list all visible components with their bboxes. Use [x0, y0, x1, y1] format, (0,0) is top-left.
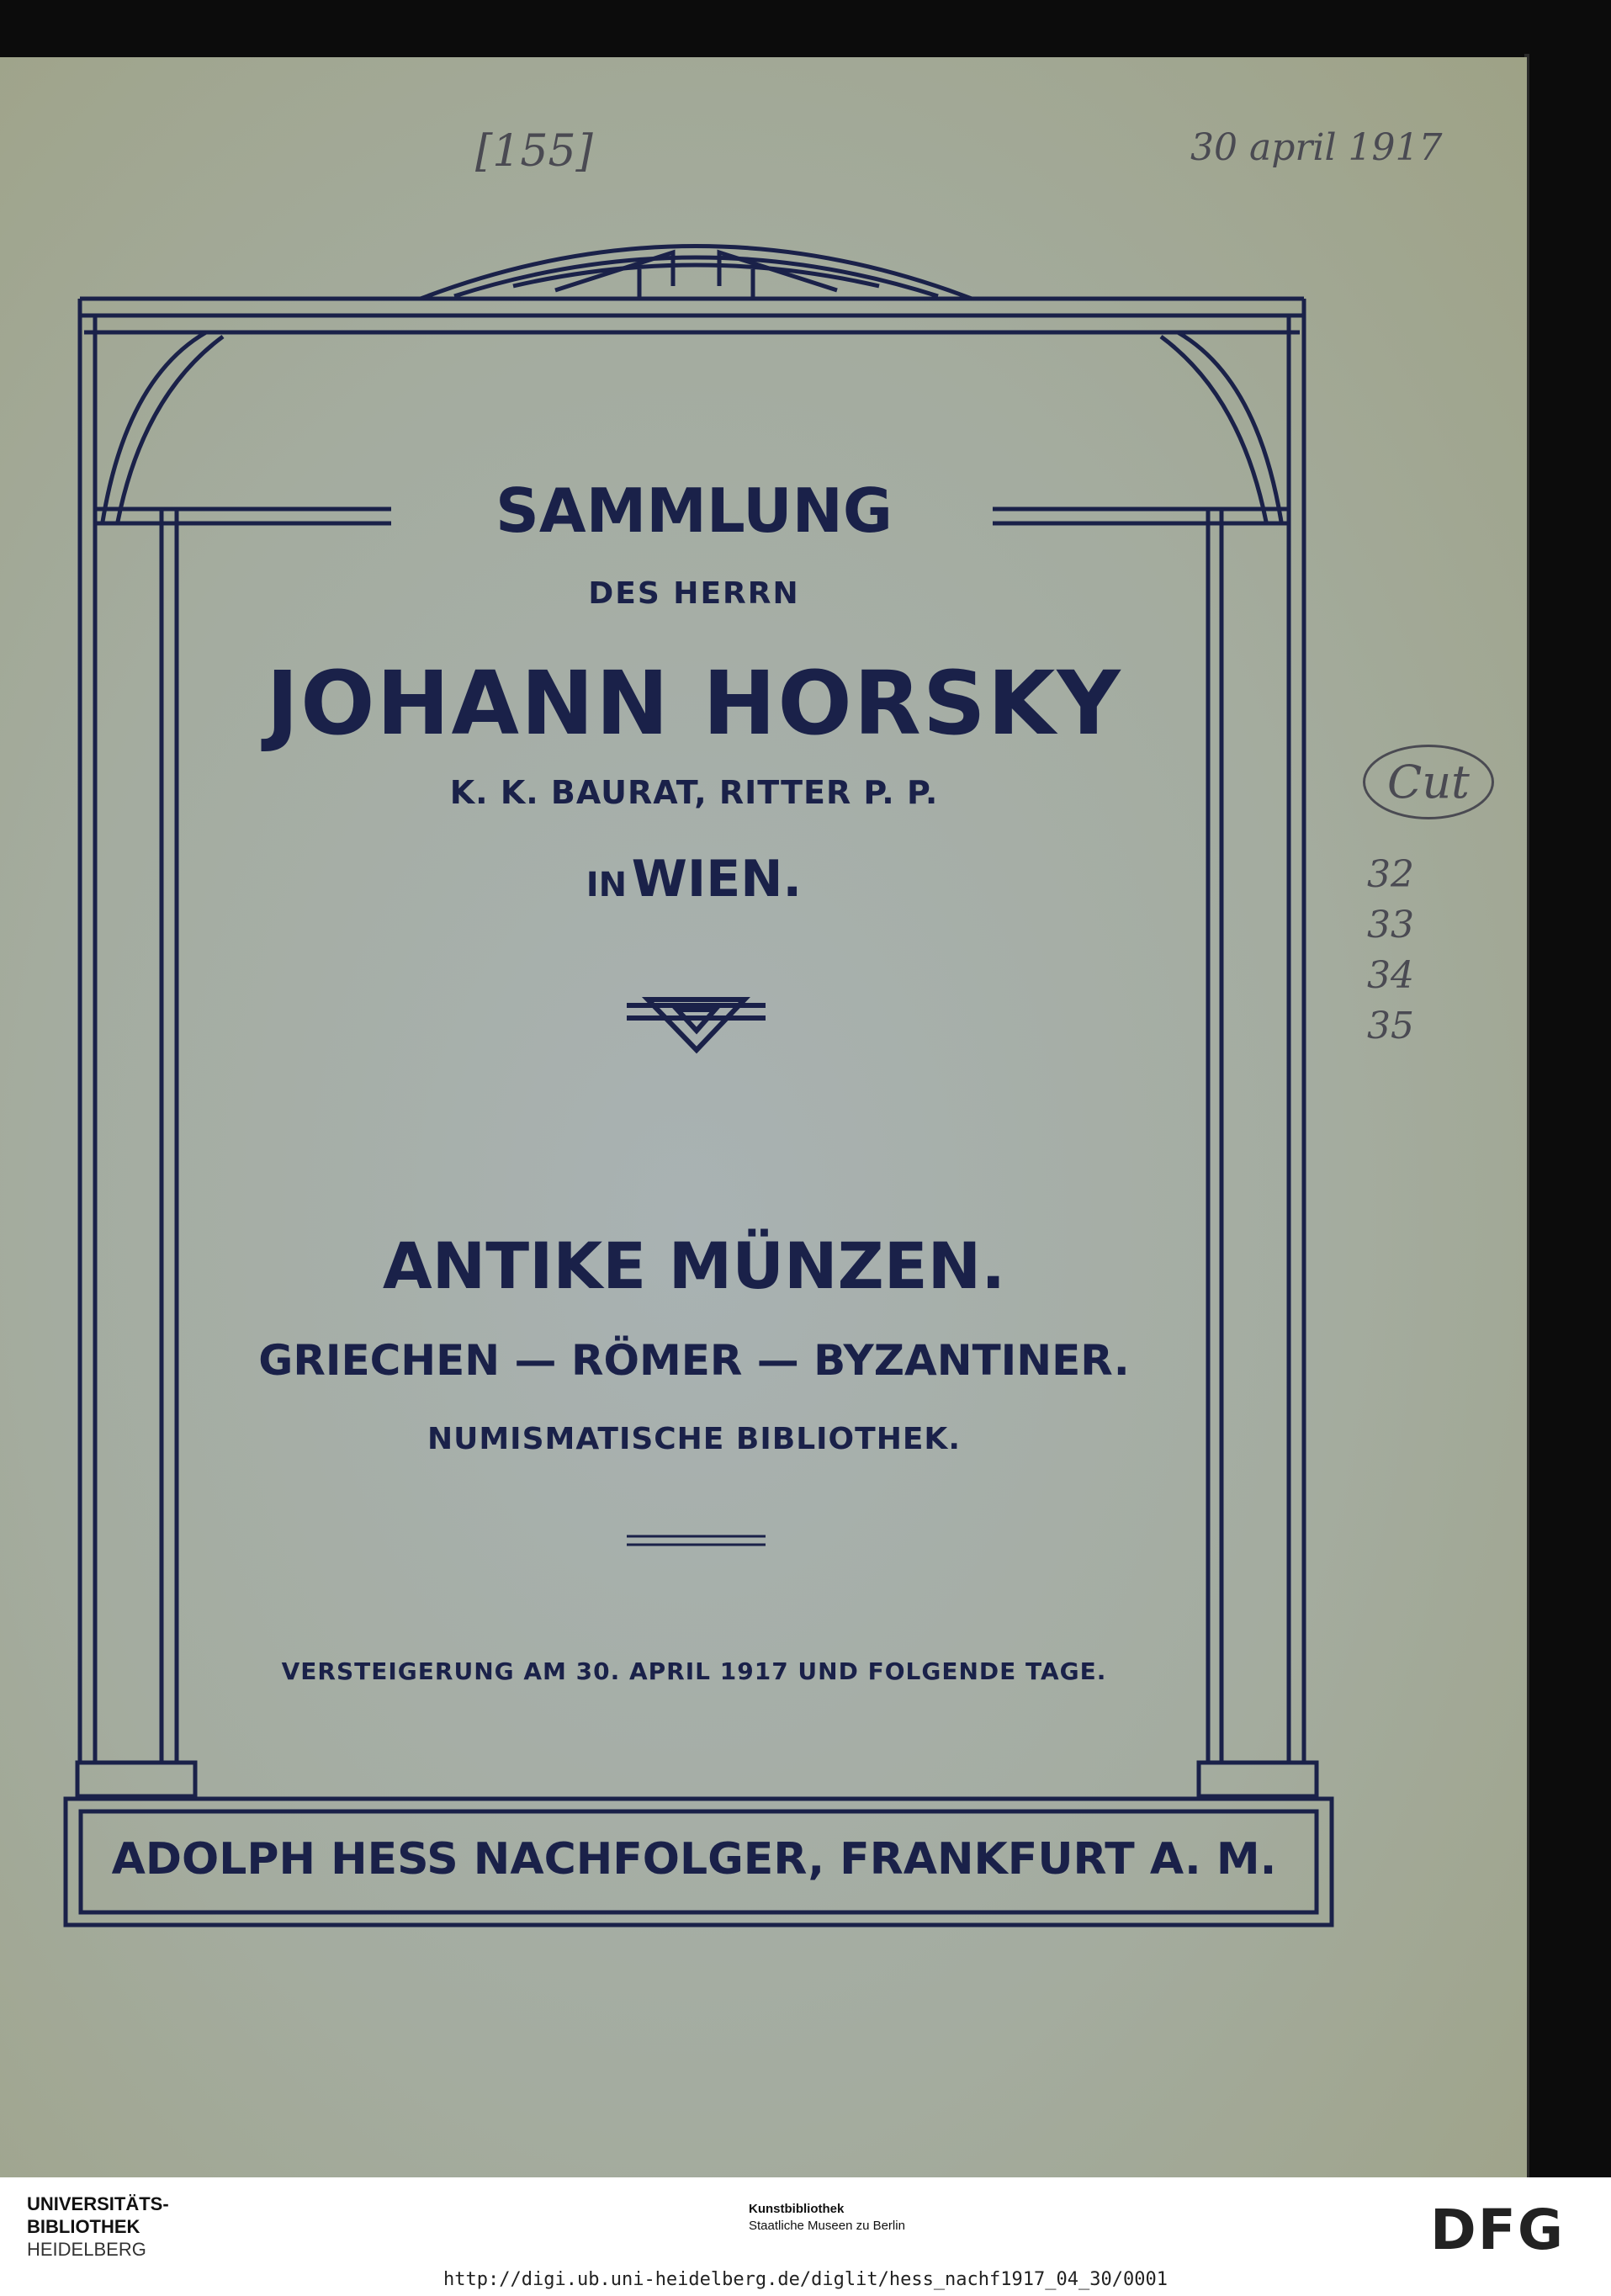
lot-number: 32	[1367, 853, 1414, 896]
publisher: ADOLPH HESS NACHFOLGER, FRANKFURT A. M.	[111, 1834, 1277, 1885]
dfg-logo: DFG	[1430, 2198, 1566, 2262]
location-line	[0, 850, 1388, 909]
lot-number: 34	[1367, 954, 1414, 997]
kb-line-1: Kunstbibliothek	[749, 2202, 845, 2216]
kunstbibliothek-label	[749, 2201, 905, 2235]
catalog-library: NUMISMATISCHE BIBLIOTHEK.	[427, 1422, 961, 1456]
kb-line-2: Staatliche Museen zu Berlin	[749, 2219, 905, 2233]
handwritten-catalog-number: [155]	[475, 126, 593, 177]
ornament-icon	[627, 1000, 766, 1050]
handwritten-date: 30 april 1917	[1190, 126, 1443, 169]
heading-sammlung: SAMMLUNG	[495, 475, 893, 546]
permalink-url[interactable]: http://digi.ub.uni-heidelberg.de/diglit/hess_nachf1917_04_30/0001	[443, 2269, 1168, 2290]
collector-name: JOHANN HORSKY	[266, 652, 1122, 755]
collector-title: K. K. BAURAT, RITTER P. P.	[449, 774, 939, 811]
catalog-categories: GRIECHEN — RÖMER — BYZANTINER.	[258, 1336, 1130, 1385]
uni-line-3: HEIDELBERG	[27, 2239, 146, 2260]
location-city: WIEN.	[631, 850, 803, 909]
location-in: IN	[586, 866, 628, 904]
uni-line-1: UNIVERSITÄTS-	[27, 2193, 169, 2214]
catalog-subject: ANTIKE MÜNZEN.	[382, 1228, 1006, 1303]
uni-line-2: BIBLIOTHEK	[27, 2216, 140, 2237]
auction-date: VERSTEIGERUNG AM 30. APRIL 1917 UND FOLGENDE TAGE.	[281, 1657, 1107, 1685]
lot-number: 35	[1367, 1005, 1414, 1047]
lot-number: 33	[1367, 904, 1414, 947]
handwritten-cut: Cut	[1363, 745, 1494, 819]
des-herrn: DES HERRN	[588, 576, 800, 611]
heidelberg-library-label	[27, 2193, 169, 2261]
